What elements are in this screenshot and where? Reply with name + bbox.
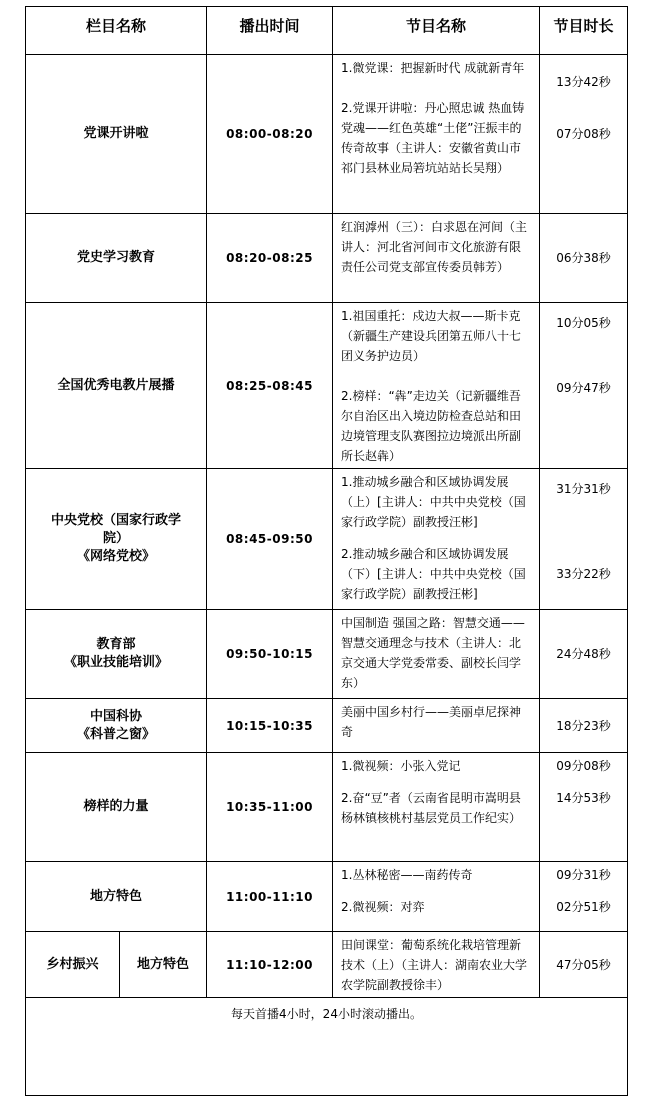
column-name: 中央党校（国家行政学 院） 《网络党校》 xyxy=(26,469,207,610)
program-entry: 2.推动城乡融合和区域协调发展（下）[主讲人：中共中央党校（国家行政学院）副教授汪彬] xyxy=(341,547,526,601)
header-duration: 节目时长 xyxy=(540,7,628,55)
column-name: 党史学习教育 xyxy=(26,214,207,303)
table-row xyxy=(26,214,628,303)
program-entry: 1.祖国重托：戍边大叔——斯卡克（新疆生产建设兵团第五师八十七团义务护边员） xyxy=(341,309,522,363)
program-names xyxy=(333,55,540,214)
program-names xyxy=(333,753,540,862)
air-time: 08:00-08:20 xyxy=(207,55,333,214)
column-name: 地方特色 xyxy=(26,862,207,932)
program-entry: 红润滹州（三）：白求恩在河间（主讲人：河北省河间市文化旅游有限责任公司党支部宣传委员韩芳） xyxy=(341,220,528,274)
air-time: 10:35-11:00 xyxy=(207,753,333,862)
program-names xyxy=(333,469,540,610)
duration: 13分42秒 xyxy=(556,75,611,89)
duration: 09分31秒 xyxy=(556,868,611,882)
air-time: 09:50-10:15 xyxy=(207,610,333,699)
durations xyxy=(540,55,628,214)
program-names xyxy=(333,862,540,932)
column-name: 中国科协 《科普之窗》 xyxy=(26,699,207,753)
air-time: 11:00-11:10 xyxy=(207,862,333,932)
duration: 09分47秒 xyxy=(556,381,611,395)
column-name: 党课开讲啦 xyxy=(26,55,207,214)
air-time: 10:15-10:35 xyxy=(207,699,333,753)
program-entry: 1.微党课：把握新时代 成就新青年 xyxy=(341,61,525,75)
air-time: 08:25-08:45 xyxy=(207,303,333,469)
durations xyxy=(540,303,628,469)
durations xyxy=(540,469,628,610)
column-name-primary: 乡村振兴 xyxy=(26,932,120,998)
duration: 14分53秒 xyxy=(556,791,611,805)
table-row xyxy=(26,753,628,862)
duration: 07分08秒 xyxy=(556,127,611,141)
program-entry: 2.党课开讲啦：丹心照忠诚 热血铸党魂——红色英雄“土佬”汪振丰的传奇故事（主讲人：安徽省黄山市祁门县林业局箬坑站站长吴翔） xyxy=(341,101,525,175)
column-name: 全国优秀电教片展播 xyxy=(26,303,207,469)
program-entry: 中国制造 强国之路：智慧交通——智慧交通理念与技术（主讲人：北京交通大学党委常委、副校长闫学东） xyxy=(341,616,525,690)
program-entry: 1.微视频：小张入党记 xyxy=(341,759,461,773)
durations xyxy=(540,214,628,303)
table-row xyxy=(26,610,628,699)
header-program-name: 节目名称 xyxy=(333,7,540,55)
duration: 47分05秒 xyxy=(556,957,611,972)
duration: 02分51秒 xyxy=(556,900,611,914)
table-row xyxy=(26,55,628,214)
program-names xyxy=(333,214,540,303)
footer-row xyxy=(26,998,628,1096)
header-column-name: 栏目名称 xyxy=(26,7,207,55)
air-time: 11:10-12:00 xyxy=(207,932,333,998)
program-names xyxy=(333,610,540,699)
program-entry: 2.微视频：对弈 xyxy=(341,900,425,914)
duration: 18分23秒 xyxy=(556,718,611,733)
header-air-time: 播出时间 xyxy=(207,7,333,55)
durations xyxy=(540,699,628,753)
table-row xyxy=(26,303,628,469)
column-name: 教育部 《职业技能培训》 xyxy=(26,610,207,699)
duration: 09分08秒 xyxy=(556,759,611,773)
program-entry: 1.丛林秘密——南药传奇 xyxy=(341,868,473,882)
program-entry: 2.奋“豆”者（云南省昆明市嵩明县杨林镇核桃村基层党员工作纪实） xyxy=(341,791,522,825)
schedule-table xyxy=(25,6,628,1096)
durations xyxy=(540,862,628,932)
durations xyxy=(540,610,628,699)
program-entry: 2.榜样：“犇”走边关（记新疆维吾尔自治区出入境边防检查总站和田边境管理支队赛图拉边境派出所副所长赵犇） xyxy=(341,389,522,463)
table-row xyxy=(26,699,628,753)
program-names xyxy=(333,303,540,469)
duration: 24分48秒 xyxy=(556,647,611,661)
program-entry: 美丽中国乡村行——美丽卓尼探神奇 xyxy=(341,705,522,739)
table-row xyxy=(26,862,628,932)
column-name-secondary: 地方特色 xyxy=(120,932,207,998)
program-entry: 田间课堂：葡萄系统化栽培管理新技术（上）（主讲人：湖南农业大学农学院副教授徐丰） xyxy=(341,938,528,992)
table-row xyxy=(26,932,628,998)
duration: 33分22秒 xyxy=(556,567,611,581)
air-time: 08:20-08:25 xyxy=(207,214,333,303)
air-time: 08:45-09:50 xyxy=(207,469,333,610)
table-row xyxy=(26,469,628,610)
duration: 31分31秒 xyxy=(556,482,611,496)
column-name: 榜样的力量 xyxy=(26,753,207,862)
program-entry: 1.推动城乡融合和区域协调发展（上）[主讲人：中共中央党校（国家行政学院）副教授汪彬] xyxy=(341,475,526,529)
program-names xyxy=(333,932,540,998)
footer-note: 每天首播4小时，24小时滚动播出。 xyxy=(26,998,628,1096)
durations xyxy=(540,932,628,998)
program-names xyxy=(333,699,540,753)
duration: 10分05秒 xyxy=(556,316,611,330)
duration: 06分38秒 xyxy=(556,251,611,265)
header-row xyxy=(26,7,628,55)
durations xyxy=(540,753,628,862)
